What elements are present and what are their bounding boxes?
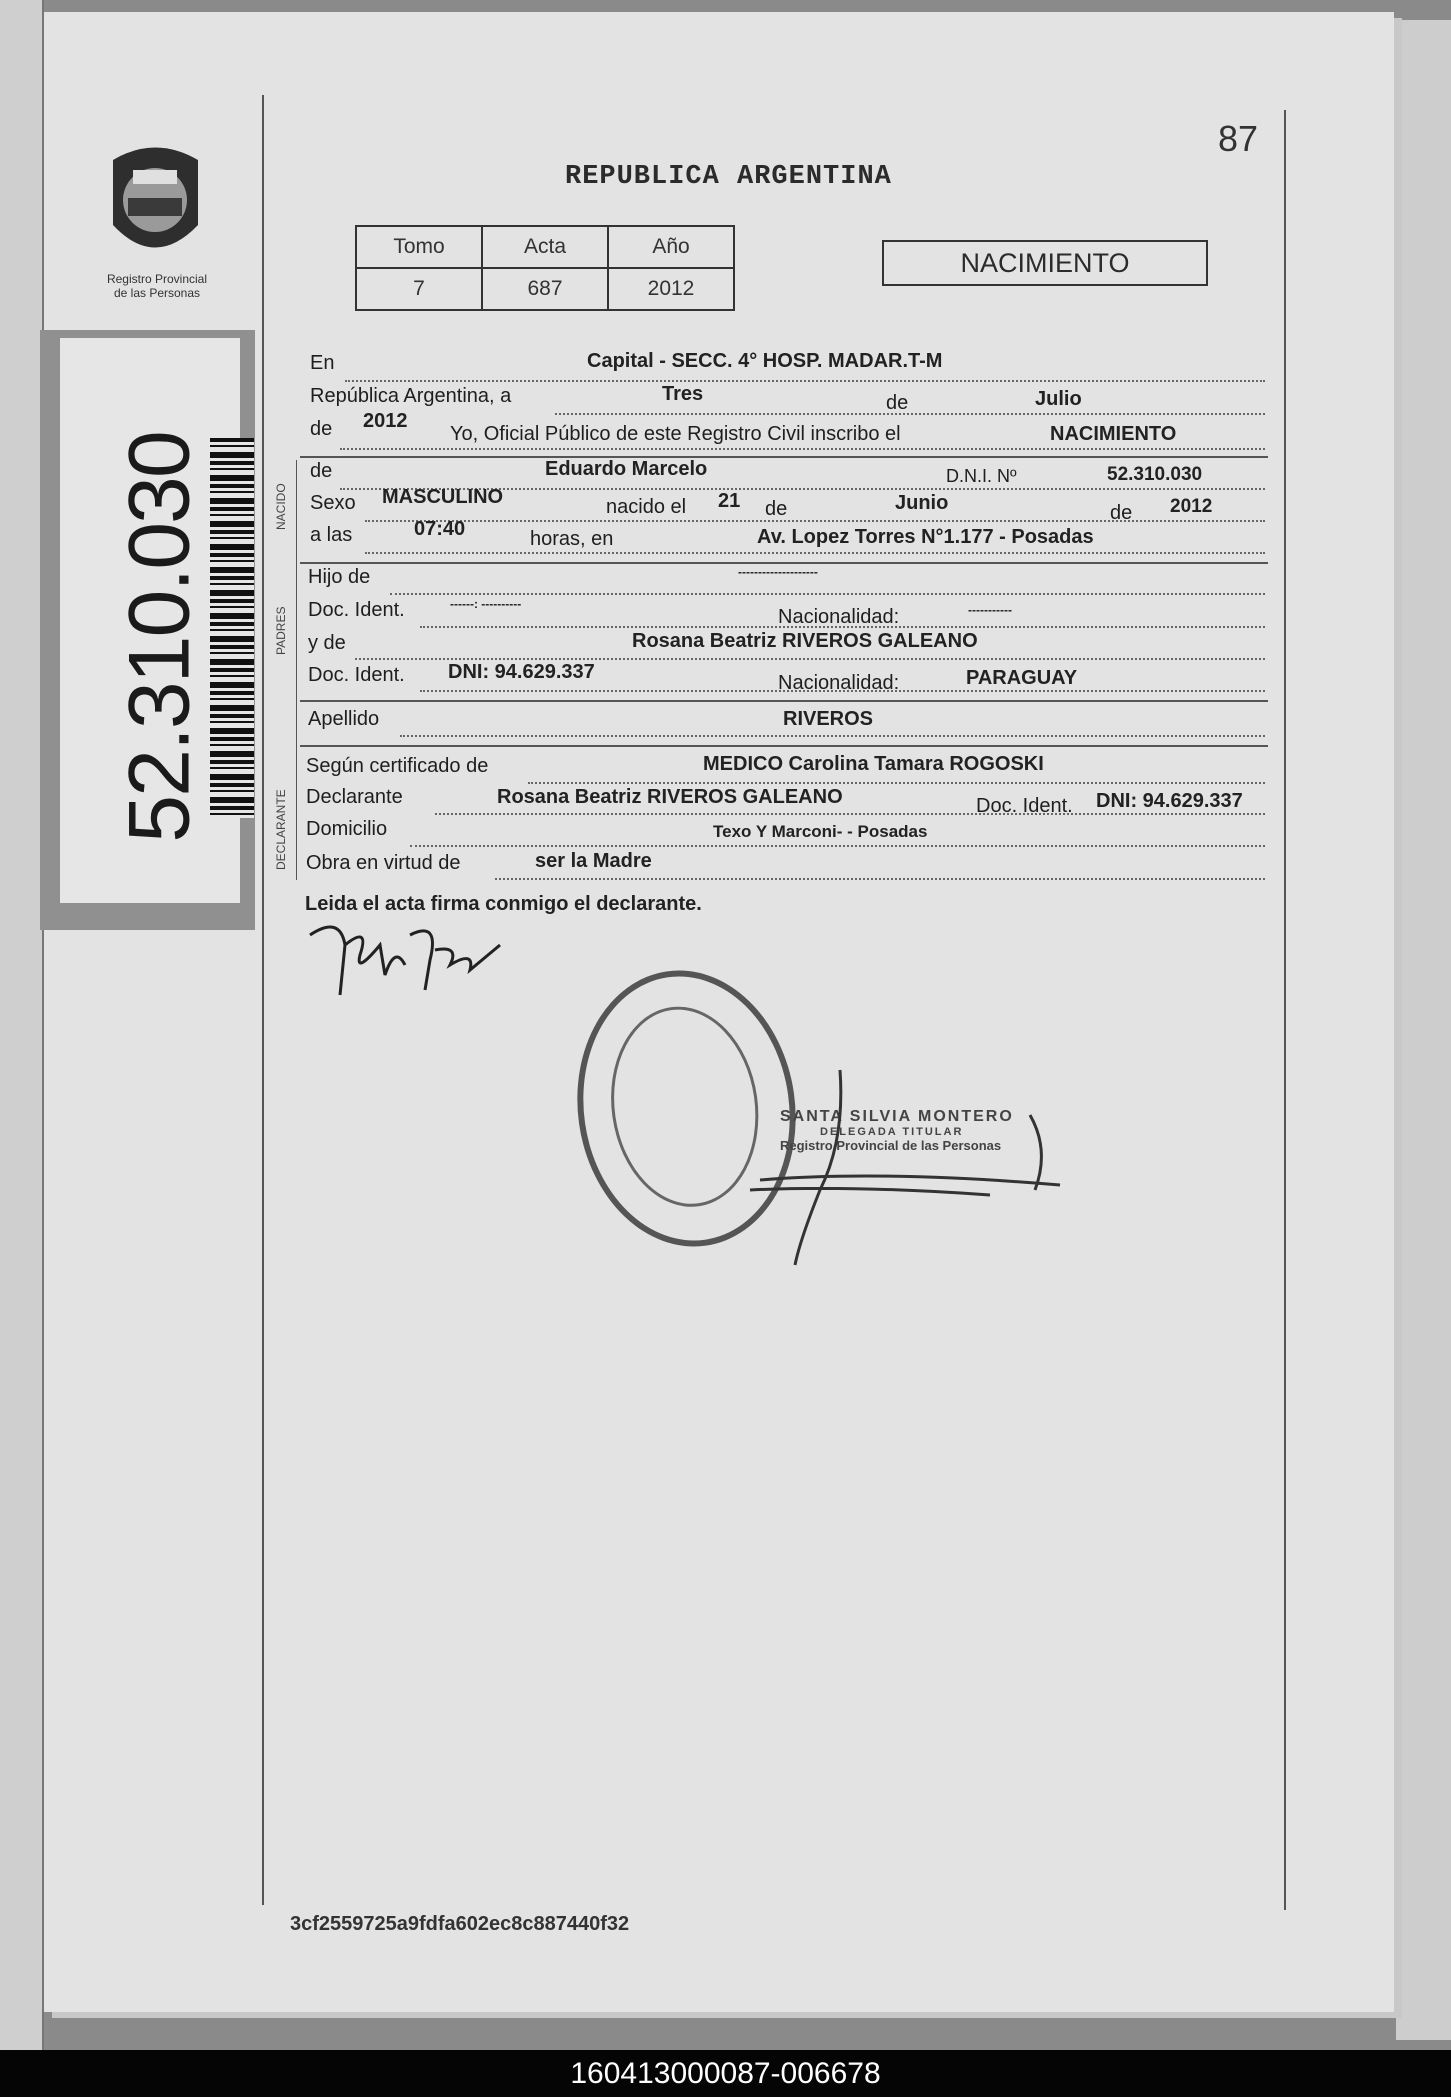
- book-spine: [0, 0, 44, 2050]
- left-frame-line: [262, 95, 264, 1905]
- republica-label: República Argentina, a: [310, 385, 512, 407]
- tomo-value: 7: [356, 268, 482, 310]
- doc1-value: ------: ----------: [450, 597, 522, 611]
- hora-line: [365, 552, 1265, 554]
- acta-value: 687: [482, 268, 608, 310]
- record-box: [355, 225, 735, 311]
- hijo-label: Hijo de: [308, 566, 371, 588]
- doc1-label: Doc. Ident.: [308, 599, 405, 621]
- doc2-label: Doc. Ident.: [308, 664, 405, 686]
- tomo-header: Tomo: [356, 226, 482, 268]
- en-line: [345, 380, 1265, 382]
- official-signature: [730, 1060, 1090, 1280]
- page-edge: [1396, 20, 1451, 2040]
- document-hash: 3cf2559725a9fdfa602ec8c887440f32: [290, 1913, 630, 1935]
- decl-doc-label: Doc. Ident.: [976, 795, 1073, 817]
- apellido-value: RIVEROS: [783, 708, 874, 730]
- de2-label: de: [310, 418, 333, 440]
- anio-value-text: 2012: [363, 410, 408, 432]
- leida-text: Leida el acta firma conmigo el declarante.: [305, 893, 702, 915]
- barcode-number: 52.310.030: [111, 432, 208, 843]
- hijo-value: --------------------: [738, 565, 818, 579]
- de-label: de: [886, 392, 909, 414]
- inner-frame-line: [296, 460, 297, 880]
- anio-header: Año: [608, 226, 734, 268]
- hora-value: 07:40: [414, 518, 466, 540]
- nac2-value: PARAGUAY: [966, 667, 1078, 689]
- apellido-line: [400, 735, 1265, 737]
- obra-line: [495, 878, 1265, 880]
- en-label: En: [310, 352, 335, 374]
- padres-top-rule: [300, 562, 1268, 564]
- domicilio-line: [410, 845, 1265, 847]
- barcode-panel: [40, 330, 255, 930]
- oficial-text: Yo, Oficial Público de este Registro Civil inscribo el: [450, 423, 901, 445]
- declarante-top-rule: [300, 745, 1268, 747]
- nac-dia-value: 21: [718, 490, 741, 512]
- logo-caption-line1: Registro Provincial: [106, 272, 208, 286]
- certificado-line: [528, 782, 1265, 784]
- nacido-label: nacido el: [606, 496, 687, 518]
- nacido-top-rule: [300, 456, 1268, 458]
- certificado-value: MEDICO Carolina Tamara ROGOSKI: [703, 753, 1044, 775]
- document-title: REPUBLICA ARGENTINA: [565, 162, 892, 192]
- nombre-value: Eduardo Marcelo: [545, 458, 708, 480]
- stamp-line3: Registro Provincial de las Personas: [780, 1138, 1002, 1153]
- madre-value: Rosana Beatriz RIVEROS GALEANO: [632, 630, 978, 652]
- side-label-padres: PADRES: [274, 606, 288, 655]
- acta-header: Acta: [482, 226, 608, 268]
- nac-anio-value: 2012: [1170, 496, 1213, 517]
- anio-value: 2012: [608, 268, 734, 310]
- registry-logo: [98, 140, 213, 270]
- doc2-value: DNI: 94.629.337: [448, 661, 595, 683]
- domicilio-value: Texo Y Marconi- - Posadas: [713, 822, 928, 841]
- right-frame-line: [1284, 110, 1286, 1910]
- yde-label: y de: [308, 632, 346, 654]
- nac1-value: -----------: [968, 603, 1012, 617]
- de-nombre-label: de: [310, 460, 333, 482]
- side-label-declarante: DECLARANTE: [274, 789, 288, 870]
- logo-caption: [72, 272, 242, 300]
- declarante-label: Declarante: [306, 786, 403, 808]
- nac-de-label: de: [765, 498, 788, 520]
- nac1-label: Nacionalidad:: [778, 606, 900, 628]
- lugar-value: Av. Lopez Torres N°1.177 - Posadas: [757, 526, 1094, 548]
- logo-caption-line2: de las Personas: [113, 286, 201, 300]
- sexo-label: Sexo: [310, 492, 356, 514]
- madre-line: [355, 658, 1265, 660]
- declarant-signature: [300, 905, 520, 1005]
- obra-value: ser la Madre: [535, 850, 652, 872]
- certificado-label: Según certificado de: [306, 755, 489, 777]
- page-number: 87: [1218, 118, 1259, 159]
- alas-label: a las: [310, 524, 353, 546]
- declarante-value: Rosana Beatriz RIVEROS GALEANO: [497, 786, 843, 808]
- barcode-bars: [210, 438, 254, 818]
- acto-value: NACIMIENTO: [1050, 423, 1177, 445]
- dia-value: Tres: [662, 383, 704, 405]
- side-label-nacido: NACIDO: [274, 483, 288, 530]
- domicilio-label: Domicilio: [306, 818, 388, 840]
- republica-line: [555, 413, 1265, 415]
- nac-mes-value: Junio: [895, 492, 949, 514]
- footer-id: 160413000087-006678: [570, 2057, 881, 2090]
- mes-value: Julio: [1035, 388, 1082, 410]
- obra-label: Obra en virtud de: [306, 852, 461, 874]
- en-value: Capital - SECC. 4° HOSP. MADAR.T-M: [587, 350, 943, 372]
- hijo-line: [390, 593, 1265, 595]
- oficial-line: [340, 448, 1265, 450]
- barcode-label: [60, 338, 240, 903]
- nac2-label: Nacionalidad:: [778, 672, 900, 694]
- footer-id-bar: [0, 2050, 1451, 2097]
- dni-label: D.N.I. Nº: [946, 466, 1017, 486]
- nac-de2-label: de: [1110, 502, 1133, 524]
- stamp-line1: SANTA SILVIA MONTERO: [780, 1108, 1014, 1125]
- dni-value: 52.310.030: [1107, 464, 1203, 485]
- stamp-line2: DELEGADA TITULAR: [820, 1126, 964, 1138]
- decl-doc-value: DNI: 94.629.337: [1096, 790, 1243, 812]
- declarante-line: [435, 813, 1265, 815]
- horas-label: horas, en: [530, 528, 614, 550]
- apellido-label: Apellido: [308, 708, 380, 730]
- act-type-box: NACIMIENTO: [882, 240, 1208, 286]
- apellido-top-rule: [300, 700, 1268, 702]
- sexo-value: MASCULINO: [382, 486, 504, 508]
